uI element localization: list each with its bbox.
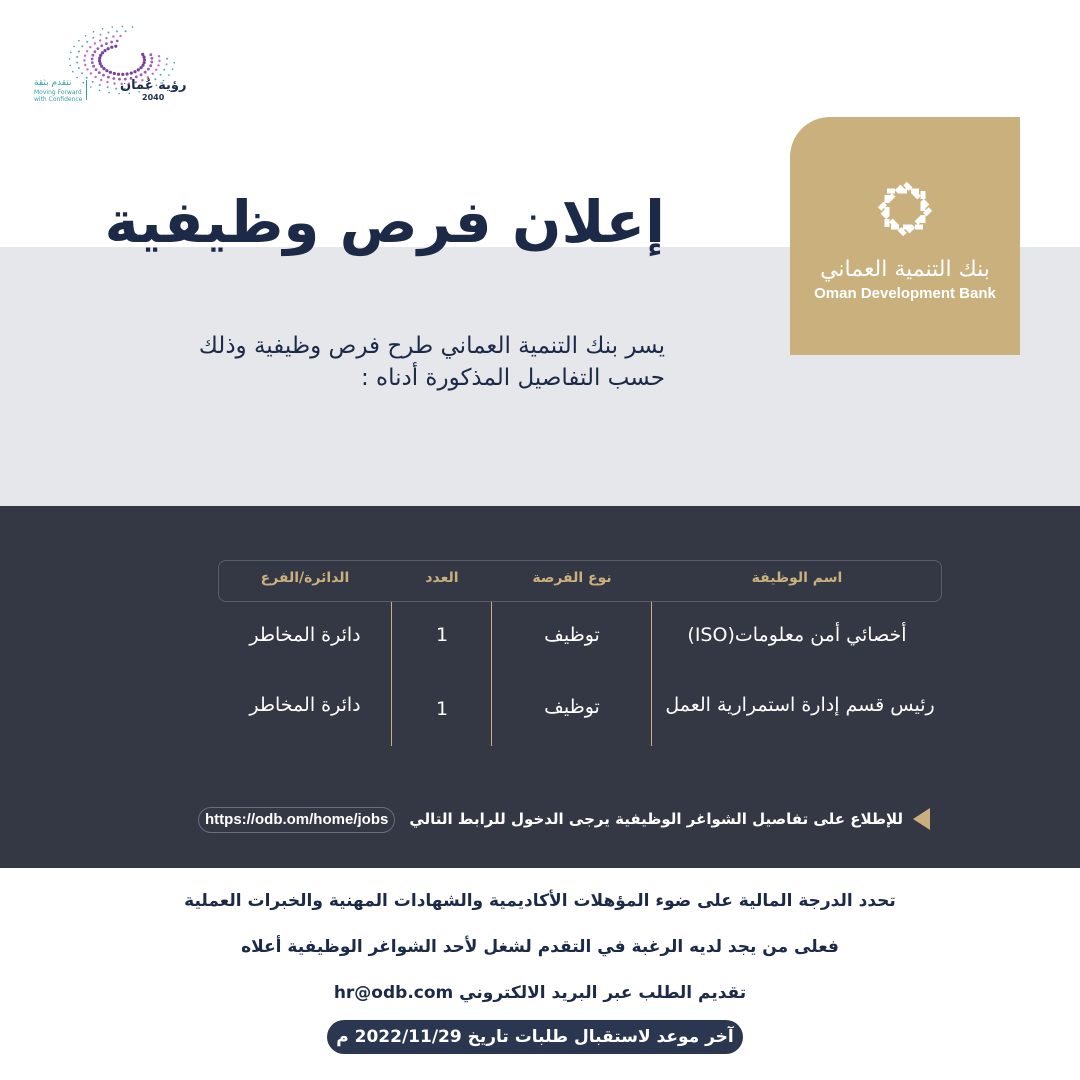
vision-year: 2040 bbox=[142, 93, 165, 102]
header-job-name: اسم الوظيفة bbox=[751, 570, 843, 586]
deadline-badge: آخر موعد لاستقبال طلبات تاريخ 2022/11/29 م bbox=[327, 1020, 743, 1054]
jobs-link-url[interactable]: https://odb.om/home/jobs bbox=[198, 807, 395, 833]
row2-count: 1 bbox=[435, 698, 449, 720]
bank-logo bbox=[790, 117, 1020, 355]
note-email: تقديم الطلب عبر البريد الالكتروني hr@odb.com bbox=[333, 983, 747, 1003]
vision-word: رؤية عُمان bbox=[120, 78, 187, 93]
jobs-link-row bbox=[409, 808, 930, 830]
header-count: العدد bbox=[425, 570, 459, 586]
bank-emblem-icon bbox=[865, 169, 945, 249]
row2-job: رئيس قسم إدارة استمرارية العمل bbox=[665, 694, 935, 716]
tagline-arabic: نتقدم بثقة bbox=[34, 78, 72, 88]
row1-count: 1 bbox=[435, 624, 449, 646]
header-opportunity-type: نوع الفرصة bbox=[532, 570, 612, 586]
row1-department: دائرة المخاطر bbox=[249, 624, 361, 646]
bank-name-english: Oman Development Bank bbox=[814, 285, 996, 302]
header-department: الدائرة/الفرع bbox=[260, 570, 350, 586]
pointer-triangle-icon bbox=[913, 808, 930, 830]
tagline-divider bbox=[86, 80, 87, 100]
page-title: إعلان فرص وظيفية bbox=[104, 188, 665, 256]
note-apply: فعلى من يجد لديه الرغبة في التقدم لشغل لأحد الشواغر الوظيفية أعلاه bbox=[241, 937, 839, 957]
row1-job: أخصائي أمن معلومات(ISO) bbox=[687, 624, 907, 646]
tagline-english: Moving Forward with Confidence bbox=[34, 89, 83, 103]
bank-name-arabic: بنك التنمية العماني bbox=[820, 257, 990, 282]
jobs-link-label: للإطلاع على تفاصيل الشواغر الوظيفية يرجى الدخول للرابط التالي bbox=[409, 810, 903, 828]
intro-text: يسر بنك التنمية العماني طرح فرص وظيفية وذلك حسب التفاصيل المذكورة أدناه : bbox=[198, 333, 665, 391]
row2-department: دائرة المخاطر bbox=[249, 694, 361, 716]
jobs-table bbox=[218, 560, 942, 746]
note-salary: تحدد الدرجة المالية على ضوء المؤهلات الأكاديمية والشهادات المهنية والخبرات العملية bbox=[184, 891, 896, 911]
row2-type: توظيف bbox=[544, 696, 600, 718]
row1-type: توظيف bbox=[544, 624, 600, 646]
